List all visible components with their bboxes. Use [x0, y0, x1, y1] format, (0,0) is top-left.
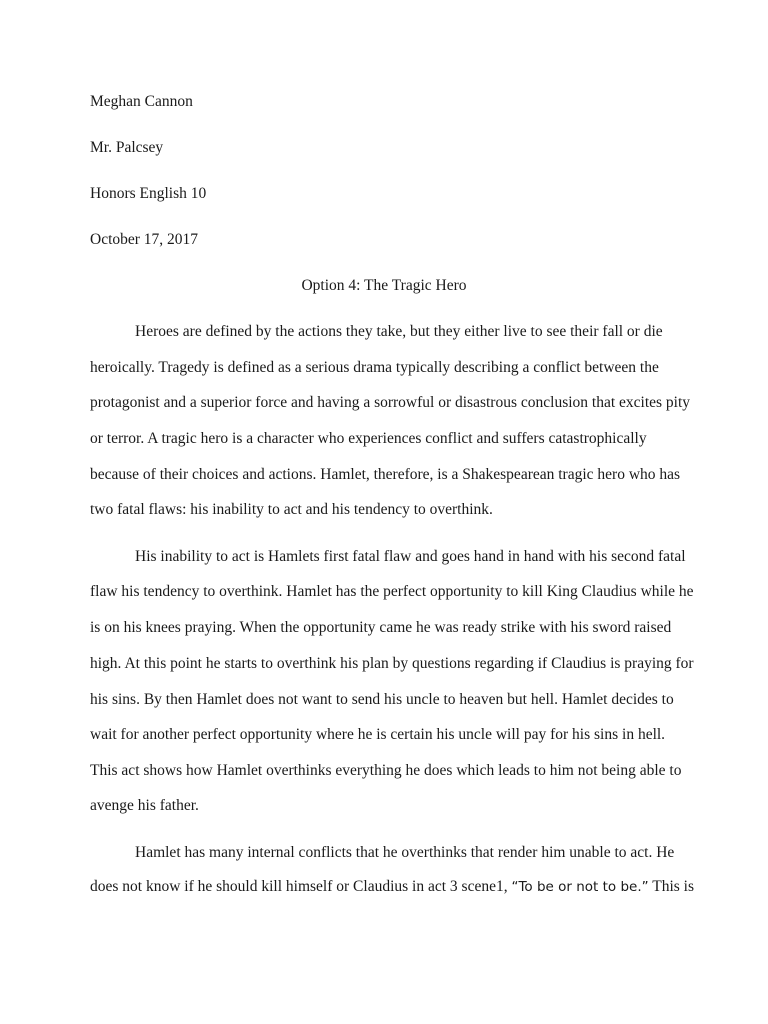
course-name: Honors English 10 — [90, 185, 207, 202]
paragraph-line: protagonist and a superior force and having a sorrowful or disastrous conclusion that excites pity — [90, 394, 691, 411]
paragraph-line: or terror. A tragic hero is a character who experiences conflict and suffers catastrophically — [90, 430, 647, 447]
date: October 17, 2017 — [90, 231, 199, 248]
paragraph-line: high. At this point he starts to overthink his plan by questions regarding if Claudius is praying for — [90, 655, 694, 672]
paragraph-line: his sins. By then Hamlet does not want to send his uncle to heaven but hell. Hamlet decides to — [90, 691, 674, 708]
teacher-name: Mr. Palcsey — [90, 139, 164, 156]
paragraph-line: wait for another perfect opportunity where he is certain his uncle will pay for his sins in hell. — [90, 726, 666, 743]
paragraph-line: heroically. Tragedy is defined as a serious drama typically describing a conflict between the — [90, 359, 659, 376]
line-text: This is — [648, 878, 694, 895]
paragraph-line — [90, 877, 694, 897]
hamlet-quote: “To be or not to be.” — [511, 879, 649, 895]
paragraph-line: is on his knees praying. When the opportunity came he was ready strike with his sword raised — [90, 619, 672, 636]
paragraph-line: His inability to act is Hamlets first fatal flaw and goes hand in hand with his second fatal — [135, 548, 686, 565]
essay-title: Option 4: The Tragic Hero — [301, 277, 467, 294]
paragraph-line: This act shows how Hamlet overthinks everything he does which leads to him not being able to — [90, 762, 682, 779]
paragraph-line: avenge his father. — [90, 797, 199, 814]
author-name: Meghan Cannon — [90, 93, 193, 110]
line-text: does not know if he should kill himself or Claudius in act 3 scene1, — [90, 878, 512, 895]
paragraph-line: Heroes are defined by the actions they take, but they either live to see their fall or die — [135, 323, 663, 340]
paragraph-line: because of their choices and actions. Hamlet, therefore, is a Shakespearean tragic hero who has — [90, 466, 681, 483]
paragraph-line: Hamlet has many internal conflicts that he overthinks that render him unable to act. He — [135, 844, 675, 861]
paragraph-line: two fatal flaws: his inability to act and his tendency to overthink. — [90, 501, 493, 518]
paragraph-line: flaw his tendency to overthink. Hamlet has the perfect opportunity to kill King Claudius while he — [90, 583, 694, 600]
